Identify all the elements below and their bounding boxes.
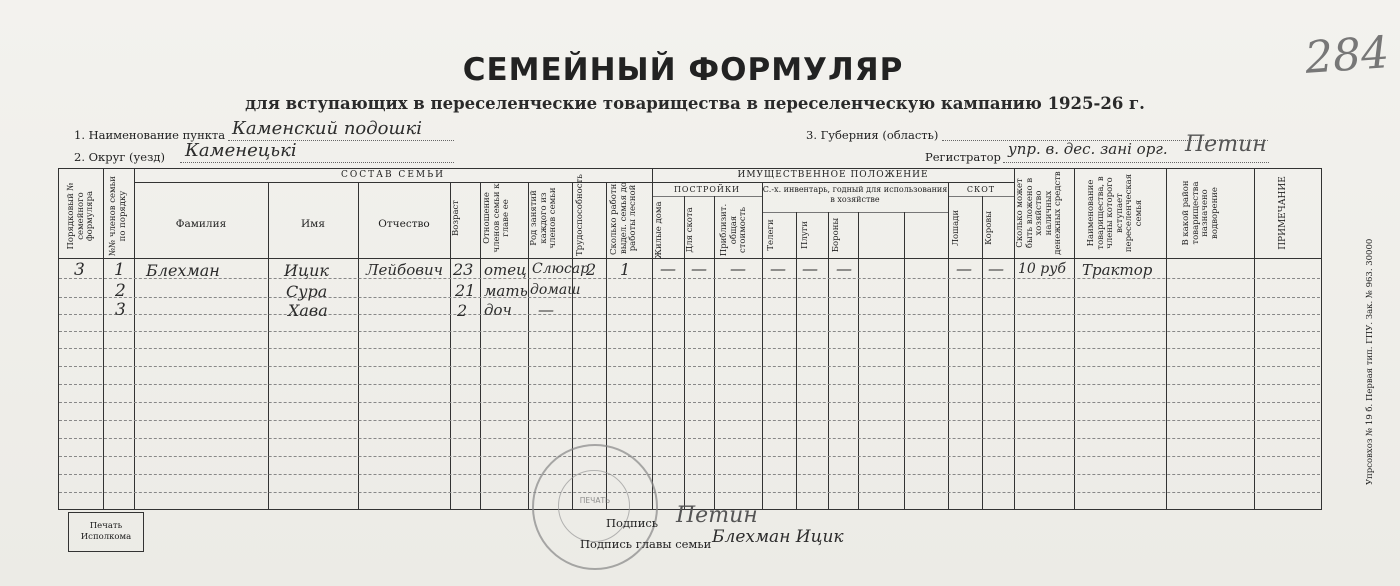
form-subtitle: для вступающих в переселенческие товарищества в переселенческую кампанию 1925-26 г. [245,94,1145,113]
cell-horses: — [956,259,972,278]
col-line [358,182,359,509]
cell-name: Сура [286,282,328,301]
col-line [762,182,763,509]
col-line [268,182,269,509]
col-serial: Порядковый № семейного формуляра [66,182,95,250]
col-cost: Приблизит. общая стоимость [719,203,748,257]
row-line [59,474,1320,475]
form-title: СЕМЕЙНЫЙ ФОРМУЛЯР [462,52,904,88]
col-harrows: Бороны [831,217,841,253]
cell-occupation: — [538,300,554,319]
stamp-box-label: Печать Исполкома [80,521,132,542]
row-line [59,348,1320,349]
col-surname: Фамилия [175,218,227,230]
col-notes: ПРИМЕЧАНИЕ [1278,176,1288,250]
group-family: СОСТАВ СЕМЬИ [340,170,446,180]
group-line-livestock [948,196,1014,197]
registrar-label: Регистратор [925,150,1001,164]
col-occupation: Род занятий каждого из членов семьи [529,187,558,249]
row-line [59,384,1320,385]
col-cattle-shed: Для скота [685,207,695,253]
cell-cost: — [730,259,746,278]
cell-member-no: 2 [115,281,126,301]
col-line [828,212,829,509]
col-line [1254,168,1255,509]
row-line [59,438,1320,439]
col-line [714,196,715,509]
col-workers: Сколько работн. выдел. семья до работы лесной [609,181,638,255]
col-money: Сколько может быть вложено в хозяйство наличных денежных средств [1015,171,1063,255]
col-name: Имя [301,218,325,230]
cell-cows: — [988,259,1004,278]
stamp-box [68,512,144,552]
round-seal [532,444,658,570]
col-line [982,196,983,509]
row-line [59,492,1320,493]
cell-serial: 3 [74,260,85,280]
group-line-buildings [652,196,762,197]
col-member-no: №№ членов семьи по порядку [108,176,128,256]
cell-partnership: Трактор [1082,261,1153,279]
seal-text: ПЕЧАТЬ [579,496,611,505]
head-sign-label: Подпись главы семьи [580,537,712,551]
col-patronymic: Отчество [378,218,430,230]
point-label: 1. Наименование пункта [74,128,226,142]
col-line [1074,168,1075,509]
cell-age: 21 [455,281,476,300]
registrar-line [1003,162,1269,163]
sign-value: Петин [676,503,758,528]
group-line-property [652,182,1014,183]
cell-able: 2 [586,260,597,279]
cell-member-no: 1 [114,260,125,280]
cell-harrows: — [836,259,852,278]
col-line [652,168,653,509]
cell-occupation: домаш [530,282,581,298]
group-buildings: ПОСТРОЙКИ [673,185,741,194]
col-line [904,212,905,509]
okrug-label: 2. Округ (уезд) [74,150,165,164]
point-value: Каменский подошкі [232,118,423,139]
group-livestock: СКОТ [966,185,996,194]
cell-patronymic: Лейбович [366,261,443,279]
cell-surname: Блехман [146,261,220,280]
group-inventory: С.-х. инвентарь, годный для использования в хозяйстве [762,185,948,204]
col-age: Возраст [451,200,461,236]
col-region: В какой район товарищества назначено водворение [1181,180,1220,246]
archive-number: 284 [1303,27,1391,84]
row-line [59,456,1320,457]
row-line [59,366,1320,367]
cell-occupation: Слюсар [532,261,590,277]
cell-age: 23 [453,260,474,279]
row-line [59,420,1320,421]
okrug-line [180,162,454,163]
col-line [103,168,104,509]
col-line [858,212,859,509]
okrug-value: Каменецькі [185,140,297,161]
guberniya-label: 3. Губерния (область) [806,128,939,142]
cell-ploughs: — [802,259,818,278]
row-line [59,297,1320,298]
row-line [59,331,1320,332]
row-line [59,402,1320,403]
row-line [59,314,1320,315]
sign-label: Подпись [606,516,659,530]
group-property: ИМУЩЕСТВЕННОЕ ПОЛОЖЕНИЕ [737,170,929,180]
cell-name: Ицик [284,261,329,280]
cell-relation: мать [484,282,528,300]
registrar-value: упр. в. дес. зані орг. [1008,140,1168,158]
col-horses: Лошади [951,209,961,247]
col-cows: Коровы [984,211,994,245]
cell-cattle-shed: — [691,259,707,278]
col-line [480,182,481,509]
col-relation: Отношение членов семьи к главе ее [482,183,511,253]
cell-money: 10 руб [1018,261,1066,277]
cell-name: Хава [288,301,328,320]
col-houses: Жилые дома [654,201,664,259]
cell-relation: отец [484,261,527,279]
cell-workers: 1 [620,260,631,279]
cell-member-no: 3 [115,300,126,320]
col-carts: Телеги [766,219,776,251]
col-partnership: Наименование товарищества, в члены которого вступает переселенческая семья [1086,173,1144,253]
col-line [948,182,949,509]
col-able: Трудоспособность [575,174,585,256]
col-line [1166,168,1167,509]
col-line [796,212,797,509]
head-sign-value: Блехман Ицик [712,527,844,547]
col-ploughs: Плуги [800,221,810,249]
cell-houses: — [660,259,676,278]
registrar-signature: Петин [1185,132,1267,157]
cell-relation: доч [484,301,512,319]
print-info: Упрсовхоз № 19 б. Первая тип. ГПУ. Зак. № 963. 30000 [1365,238,1375,485]
cell-carts: — [770,259,786,278]
cell-age: 2 [457,301,468,320]
